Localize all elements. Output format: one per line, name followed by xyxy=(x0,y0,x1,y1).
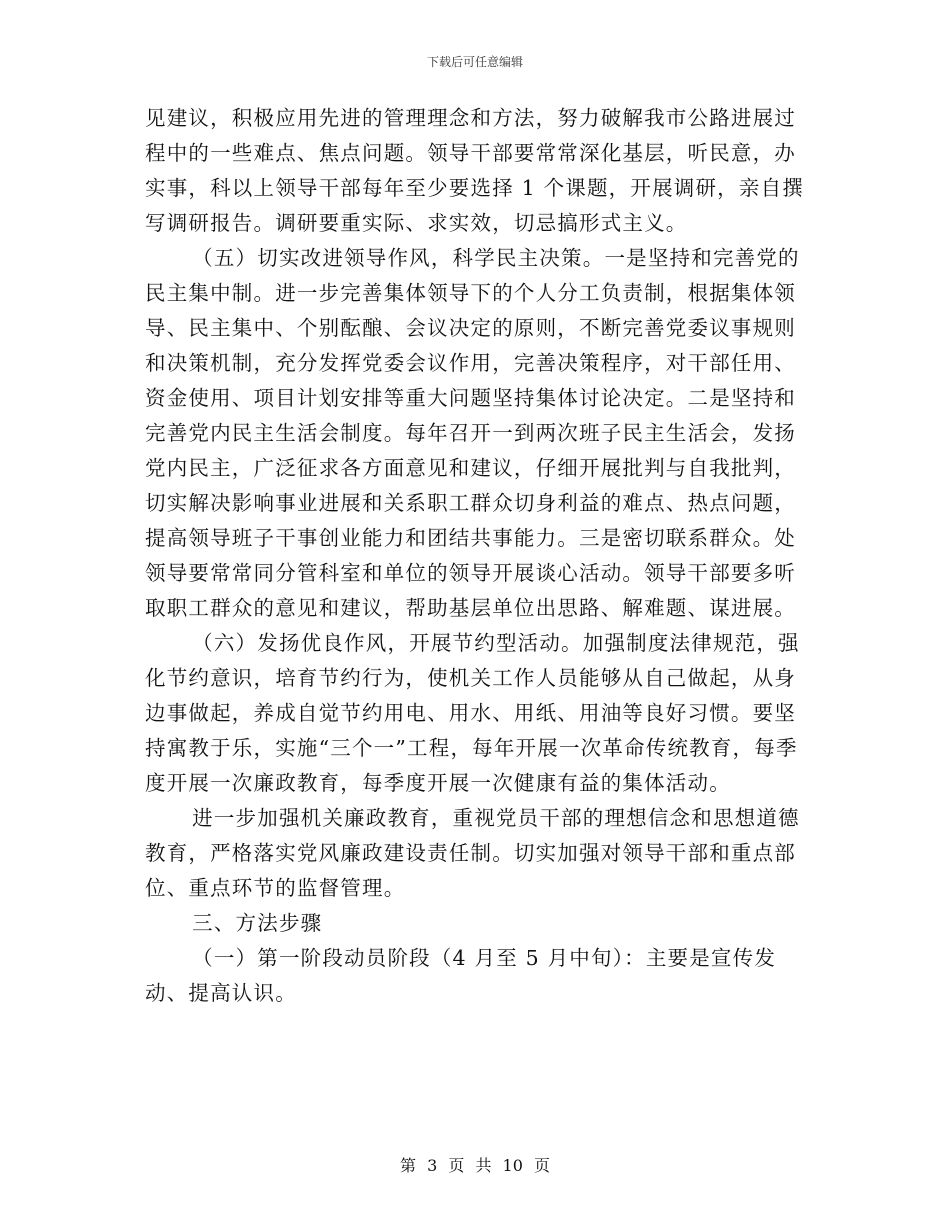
document-body xyxy=(145,101,805,1011)
paragraph-section-5: （五）切实改进领导作风，科学民主决策。一是坚持和完善党的民主集中制。进一步完善集体领导下的个人分工负责制，根据集体领导、民主集中、个别酝酿、会议决定的原则，不断完善党委议事规则和决策机制，充分发挥党委会议作用，完善决策程序，对干部任用、资金使用、项目计划安排等重大问题坚持集体讨论决定。二是坚持和完善党内民主生活会制度。每年召开一到两次班子民主生活会，发扬党内民主，广泛征求各方面意见和建议，仔细开展批判与自我批判，切实解决影响事业进展和关系职工群众切身利益的难点、热点问题，提高领导班子干事创业能力和团结共事能力。三是密切联系群众。处领导要常常同分管科室和单位的领导开展谈心活动。领导干部要多听取职工群众的意见和建议，帮助基层单位出思路、解难题、谋进展。 xyxy=(145,246,800,620)
section-heading-methods: 三、方法步骤 xyxy=(192,911,323,935)
paragraph-continuation: 见建议，积极应用先进的管理理念和方法，努力破解我市公路进展过程中的一些难点、焦点问题。领导干部要常常深化基层，听民意，办实事，科以上领导干部每年至少要选择 1 个课题，开展调研，亲自撰写调研报告。调研要重实际、求实效，切忌搞形式主义。 xyxy=(145,106,804,235)
paragraph-phase-1: （一）第一阶段动员阶段（4 月至 5 月中旬）：主要是宣传发动、提高认识。 xyxy=(145,946,777,1005)
paragraph-integrity-education: 进一步加强机关廉政教育，重视党员干部的理想信念和思想道德教育，严格落实党风廉政建设责任制。切实加强对领导干部和重点部位、重点环节的监督管理。 xyxy=(145,806,800,900)
page-number-footer: 第 3 页 共 10 页 xyxy=(400,1156,550,1175)
page-header-note: 下载后可任意编辑 xyxy=(426,55,523,69)
paragraph-section-6: （六）发扬优良作风，开展节约型活动。加强制度法律规范，强化节约意识，培育节约行为，使机关工作人员能够从自己做起，从身边事做起，养成自觉节约用电、用水、用纸、用油等良好习惯。要坚持寓教于乐，实施“三个一”工程，每年开展一次革命传统教育，每季度开展一次廉政教育，每季度开展一次健康有益的集体活动。 xyxy=(145,631,800,795)
